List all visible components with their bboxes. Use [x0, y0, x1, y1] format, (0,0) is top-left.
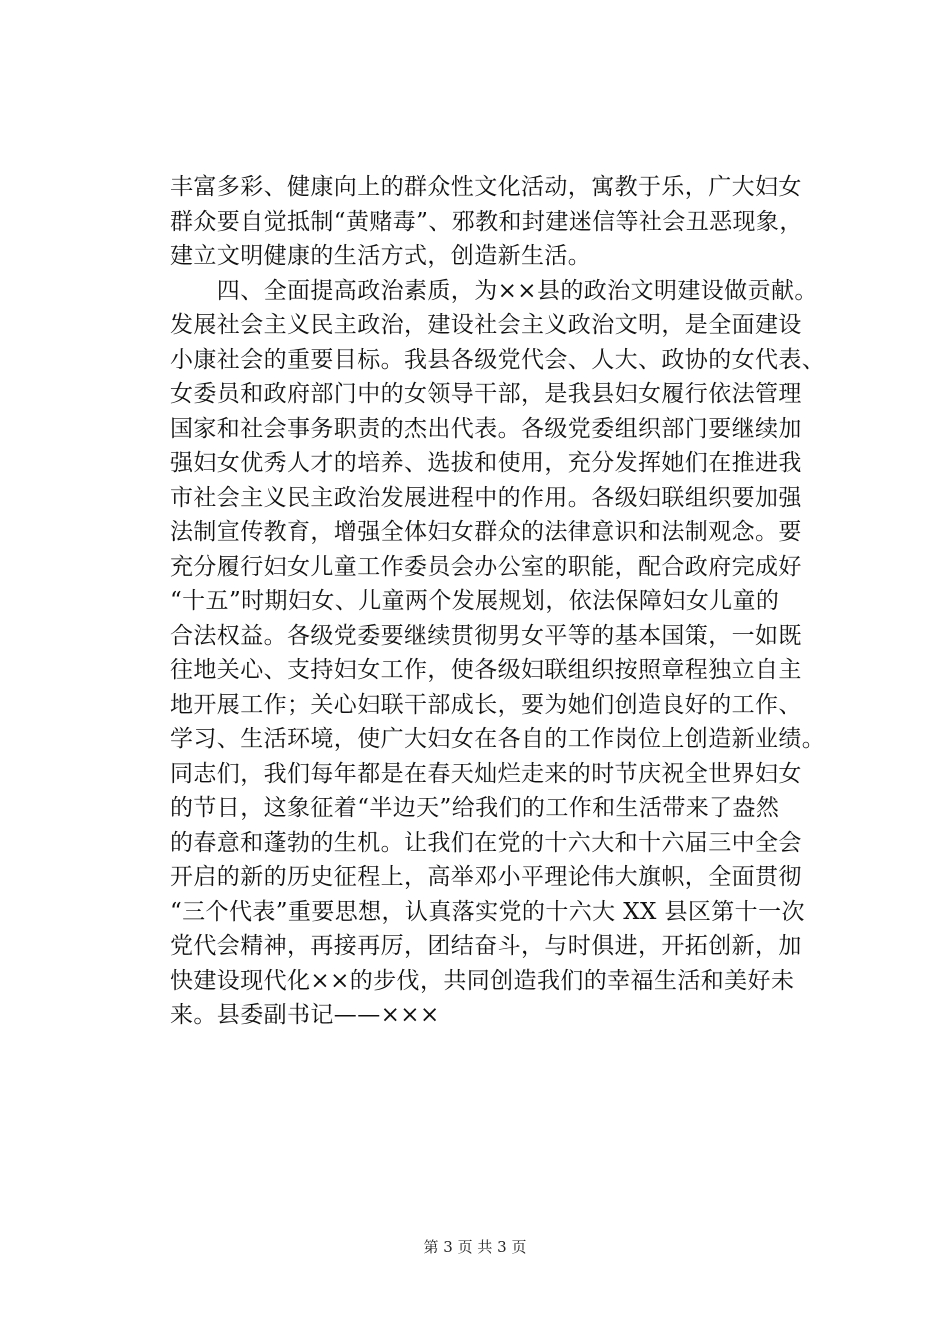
text-line: 四、全面提高政治素质，为××县的政治文明建设做贡献。: [170, 277, 818, 304]
text-line: 来。县委副书记——×××: [170, 1002, 440, 1028]
text-line: 快建设现代化××的步伐，共同创造我们的幸福生活和美好未: [170, 967, 795, 994]
text-line: 女委员和政府部门中的女领导干部，是我县妇女履行依法管理: [170, 381, 802, 407]
text-line: 法制宣传教育，增强全体妇女群众的法律意识和法制观念。要: [170, 519, 802, 545]
text-line: 强妇女优秀人才的培养、选拔和使用，充分发挥她们在推进我: [170, 450, 802, 476]
text-line: 开启的新的历史征程上，高举邓小平理论伟大旗帜，全面贯彻: [170, 864, 802, 890]
text-line: 的节日，这象征着“半边天”给我们的工作和生活带来了盎然: [170, 795, 780, 821]
text-line: 地开展工作；关心妇联干部成长，要为她们创造良好的工作、: [170, 691, 802, 718]
text-line: 发展社会主义民主政治，建设社会主义政治文明，是全面建设: [170, 312, 802, 338]
text-line: 学习、生活环境，使广大妇女在各自的工作岗位上创造新业绩。: [170, 726, 826, 752]
text-line: 的春意和蓬勃的生机。让我们在党的十六大和十六届三中全会: [170, 829, 802, 856]
text-line: 合法权益。各级党委要继续贯彻男女平等的基本国策，一如既: [170, 622, 802, 649]
text-line: “三个代表”重要思想，认真落实党的十六大 XX 县区第十一次: [170, 898, 805, 925]
text-line: 小康社会的重要目标。我县各级党代会、人大、政协的女代表、: [170, 346, 826, 373]
page-number-footer: 第 3 页 共 3 页: [423, 1238, 527, 1256]
text-line: 市社会主义民主政治发展进程中的作用。各级妇联组织要加强: [170, 484, 802, 511]
text-line: 国家和社会事务职责的杰出代表。各级党委组织部门要继续加: [170, 415, 802, 442]
text-line: 建立文明健康的生活方式，创造新生活。: [170, 243, 592, 269]
text-line: 丰富多彩、健康向上的群众性文化活动，寓教于乐，广大妇女: [170, 174, 802, 200]
text-line: 充分履行妇女儿童工作委员会办公室的职能，配合政府完成好: [170, 553, 802, 580]
text-line: 党代会精神，再接再厉，团结奋斗，与时俱进，开拓创新，加: [170, 933, 802, 959]
text-line: 群众要自觉抵制“黄赌毒”、邪教和封建迷信等社会丑恶现象，: [170, 208, 803, 235]
text-line: 同志们，我们每年都是在春天灿烂走来的时节庆祝全世界妇女: [170, 760, 802, 787]
text-line: “十五”时期妇女、儿童两个发展规划，依法保障妇女儿童的: [170, 588, 780, 614]
document-body: [170, 170, 870, 1033]
text-line: 往地关心、支持妇女工作，使各级妇联组织按照章程独立自主: [170, 657, 802, 683]
